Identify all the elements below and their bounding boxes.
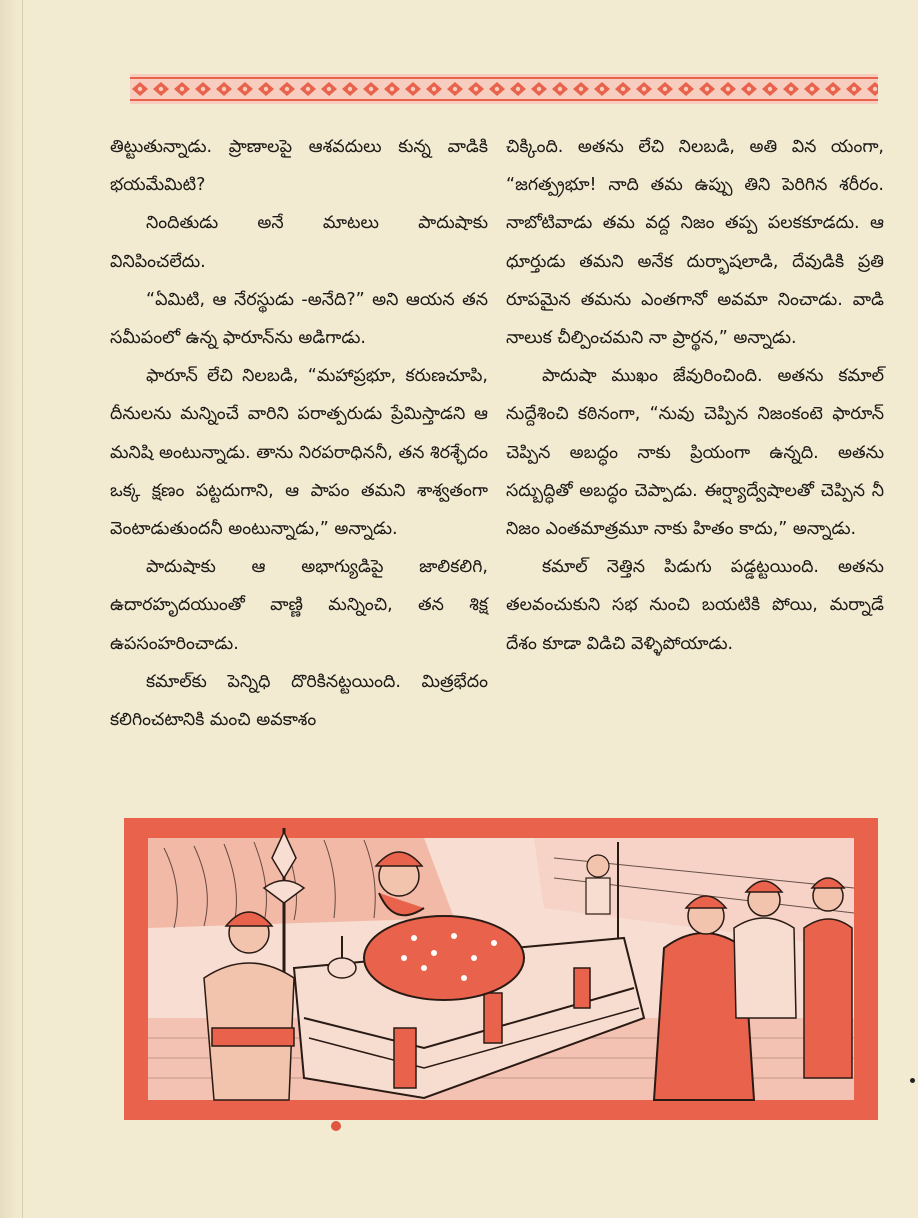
- left-column-paragraph: కమాల్‌కు పెన్నిధి దొరికినట్టయింది. మిత్రభేదం కలిగించటానికి మంచి అవకాశం: [110, 671, 488, 731]
- right-column-paragraph: చిక్కింది. అతను లేచి నిలబడి, అతి విన యంగా, “జగత్ప్రభూ! నాది తమ ఉప్పు తిని పెరిగిన శరీరం. నాబోటివాడు తమ వద్ద నిజం తప్ప పలకకూడదు. ఆ ధూర్తుడు తమని అనేక దుర్భాషలాడి, దేవుడికి ప్రతి రూపమైన తమను ఎంతగానో అవమా నించాడు. వాడి నాలుక చీల్పించమని నా ప్రార్థన,” అన్నాడు.: [506, 137, 884, 349]
- page-binding-edge: [0, 0, 23, 1218]
- right-text-column: [506, 128, 884, 663]
- ornament-border-icon: [130, 74, 878, 104]
- decorative-top-border: [130, 74, 878, 104]
- left-column-paragraph: పాదుషాకు ఆ అభాగ్యుడిపై జాలికలిగి, ఉదారహృదయుంతో వాణ్ణి మన్నించి, తన శిక్ష ఉపసంహరించాడు.: [110, 557, 488, 654]
- left-column-paragraph: “ఏమిటి, ఆ నేరస్థుడు -అనేది?” అని ఆయన తన సమీపంలో ఉన్న ఫారూన్‌ను అడిగాడు.: [110, 289, 488, 349]
- left-text-column: [110, 128, 488, 739]
- left-column-paragraph: తిట్టుతున్నాడు. ప్రాణాలపై ఆశవదులు కున్న వాడికి భయమేమిటి?: [110, 137, 488, 196]
- right-column-paragraph: పాదుషా ముఖం జేవురించింది. అతను కమాల్ నుద్దేశించి కఠినంగా, “నువు చెప్పిన నిజంకంటె ఫారూన్ చెప్పిన అబద్ధం నాకు ప్రియంగా ఉన్నది. అతను సద్బుద్ధితో అబద్ధం చెప్పాడు. ఈర్ష్యాద్వేషాలతో చెప్పిన నీ నిజం ఎంతమాత్రమూ నాకు హితం కాదు,” అన్నాడు.: [506, 366, 884, 540]
- edge-mark: [910, 1078, 915, 1083]
- right-column-paragraph: కమాల్ నెత్తిన పిడుగు పడ్డట్టయింది. అతను తలవంచుకుని సభ నుంచి బయటికి పోయి, మర్నాడే దేశం కూడా విడిచి వెళ్ళిపోయాడు.: [506, 557, 884, 654]
- left-column-paragraph: ఫారూన్ లేచి నిలబడి, “మహాప్రభూ, కరుణచూపి, దీనులను మన్నించే వారిని పరాత్పరుడు ప్రేమిస్తాడని ఆ మనిషి అంటున్నాడు. తాను నిరపరాధిననీ, తన శిరశ్ఛేదం ఒక్క క్షణం పట్టదుగాని, ఆ పాపం తమని శాశ్వతంగా వెంటాడుతుందనీ అంటున్నాడు,” అన్నాడు.: [110, 366, 488, 540]
- court-scene-illustration: [124, 818, 878, 1120]
- left-column-paragraph: నిందితుడు అనే మాటలు పాదుషాకు వినిపించలేదు.: [110, 213, 488, 272]
- page-marker-dot: [331, 1121, 341, 1131]
